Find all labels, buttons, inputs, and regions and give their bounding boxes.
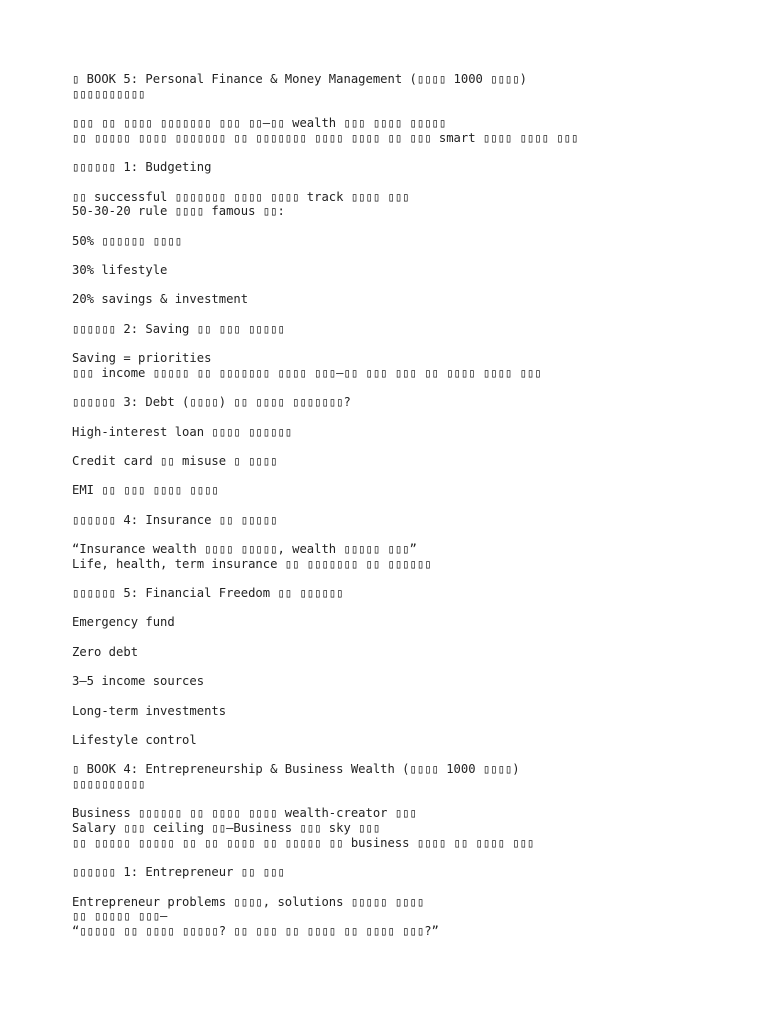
blank-line: [72, 630, 752, 645]
text-line: ▯▯ ▯▯▯▯▯ ▯▯▯—: [72, 909, 168, 924]
text-line: Salary ▯▯▯ ceiling ▯▯—Business ▯▯▯ sky ▯▯▯: [72, 821, 381, 836]
text-line: ▯▯▯▯▯▯▯▯▯▯: [72, 777, 146, 791]
text-line: ▯▯▯▯▯▯ 4: Insurance ▯▯ ▯▯▯▯▯: [72, 512, 278, 527]
text-line: “▯▯▯▯▯ ▯▯ ▯▯▯▯ ▯▯▯▯▯? ▯▯ ▯▯▯ ▯▯ ▯▯▯▯ ▯▯ ▯▯▯▯ ▯▯▯?”: [72, 923, 439, 938]
blank-line: [72, 336, 752, 351]
text-line: Zero debt: [72, 644, 139, 659]
blank-line: [72, 410, 752, 425]
text-line: 30% lifestyle: [72, 262, 168, 277]
blank-line: [72, 219, 752, 234]
blank-line: [72, 145, 752, 160]
blank-line: [72, 571, 752, 586]
text-line: Long-term investments: [72, 703, 227, 718]
blank-line: [72, 469, 752, 484]
text-line: ▯ BOOK 5: Personal Finance & Money Management (▯▯▯▯ 1000 ▯▯▯▯): [72, 72, 527, 86]
text-line: ▯▯▯▯▯▯ 5: Financial Freedom ▯▯ ▯▯▯▯▯▯: [72, 586, 344, 601]
blank-line: [72, 601, 752, 616]
blank-line: [72, 880, 752, 895]
text-line: High-interest loan ▯▯▯▯ ▯▯▯▯▯▯: [72, 424, 293, 439]
text-line: 3–5 income sources: [72, 674, 205, 689]
blank-line: [72, 380, 752, 395]
blank-line: [72, 689, 752, 704]
blank-line: [72, 101, 752, 116]
text-line: ▯▯▯▯▯▯ 1: Budgeting: [72, 160, 212, 175]
blank-line: [72, 718, 752, 733]
text-line: ▯▯ ▯▯▯▯▯ ▯▯▯▯ ▯▯▯▯▯▯▯ ▯▯ ▯▯▯▯▯▯▯ ▯▯▯▯ ▯▯▯▯ ▯▯ ▯▯▯ smart ▯▯▯▯ ▯▯▯▯ ▯▯▯: [72, 130, 579, 145]
blank-line: [72, 498, 752, 513]
text-line: Emergency fund: [72, 615, 175, 630]
text-line: ▯▯▯ income ▯▯▯▯▯ ▯▯ ▯▯▯▯▯▯▯ ▯▯▯▯ ▯▯▯—▯▯ ▯▯▯ ▯▯▯ ▯▯ ▯▯▯▯ ▯▯▯▯ ▯▯▯: [72, 365, 542, 380]
blank-line: [72, 439, 752, 454]
blank-line: [72, 248, 752, 263]
text-line: 50-30-20 rule ▯▯▯▯ famous ▯▯:: [72, 204, 285, 219]
text-line: ▯▯▯▯▯▯ 1: Entrepreneur ▯▯ ▯▯▯: [72, 865, 285, 880]
blank-line: [72, 175, 752, 190]
text-line: “Insurance wealth ▯▯▯▯ ▯▯▯▯▯, wealth ▯▯▯▯▯ ▯▯▯”: [72, 542, 417, 556]
text-line: ▯▯ ▯▯▯▯▯ ▯▯▯▯▯ ▯▯ ▯▯ ▯▯▯▯ ▯▯ ▯▯▯▯▯ ▯▯ business ▯▯▯▯ ▯▯ ▯▯▯▯ ▯▯▯: [72, 835, 535, 850]
blank-line: [72, 660, 752, 675]
text-line: 20% savings & investment: [72, 292, 249, 307]
blank-line: [72, 307, 752, 322]
blank-line: [72, 792, 752, 807]
text-line: Saving = priorities: [72, 351, 212, 366]
text-line: ▯▯▯ ▯▯ ▯▯▯▯ ▯▯▯▯▯▯▯ ▯▯▯ ▯▯—▯▯ wealth ▯▯▯ ▯▯▯▯ ▯▯▯▯▯: [72, 116, 447, 131]
text-line: EMI ▯▯ ▯▯▯ ▯▯▯▯ ▯▯▯▯: [72, 483, 219, 498]
text-line: Credit card ▯▯ misuse ▯ ▯▯▯▯: [72, 453, 278, 468]
text-line: Lifestyle control: [72, 732, 197, 747]
text-line: Entrepreneur problems ▯▯▯▯, solutions ▯▯▯▯▯ ▯▯▯▯: [72, 894, 425, 909]
text-line: ▯▯▯▯▯▯ 2: Saving ▯▯ ▯▯▯ ▯▯▯▯▯: [72, 321, 285, 336]
blank-line: [72, 278, 752, 293]
text-line: Business ▯▯▯▯▯▯ ▯▯ ▯▯▯▯ ▯▯▯▯ wealth-creator ▯▯▯: [72, 806, 417, 821]
blank-line: [72, 748, 752, 763]
text-line: 50% ▯▯▯▯▯▯ ▯▯▯▯: [72, 233, 183, 248]
text-line: ▯▯ successful ▯▯▯▯▯▯▯ ▯▯▯▯ ▯▯▯▯ track ▯▯▯▯ ▯▯▯: [72, 189, 410, 204]
text-line: ▯▯▯▯▯▯ 3: Debt (▯▯▯▯) ▯▯ ▯▯▯▯ ▯▯▯▯▯▯▯?: [72, 395, 351, 410]
text-line: ▯▯▯▯▯▯▯▯▯▯: [72, 86, 146, 101]
text-line: ▯ BOOK 4: Entrepreneurship & Business Wealth (▯▯▯▯ 1000 ▯▯▯▯): [72, 762, 520, 777]
blank-line: [72, 850, 752, 865]
document-page: [72, 72, 752, 939]
text-line: Life, health, term insurance ▯▯ ▯▯▯▯▯▯▯ ▯▯ ▯▯▯▯▯▯: [72, 556, 432, 571]
blank-line: [72, 527, 752, 542]
